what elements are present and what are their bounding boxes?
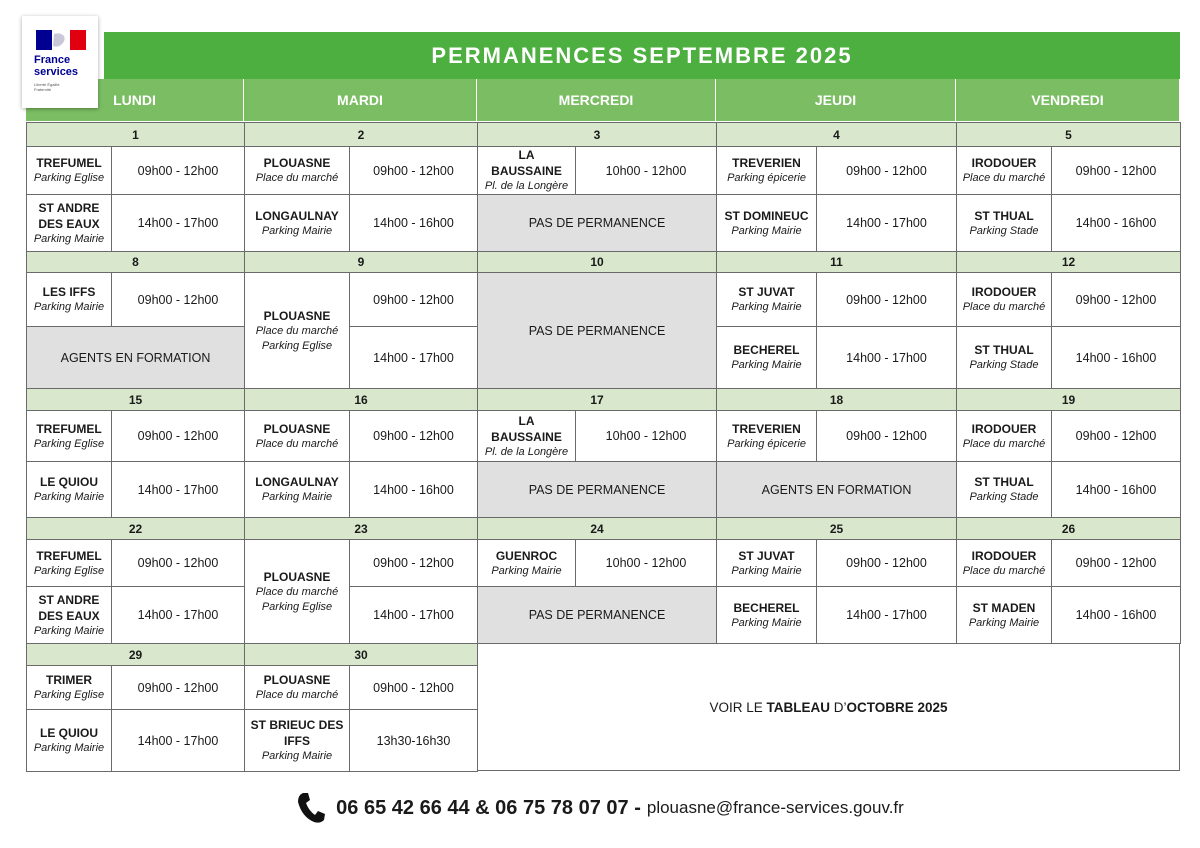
meeting-place: Parking Eglise bbox=[33, 689, 105, 701]
location-cell bbox=[716, 326, 817, 389]
date-cell: 29 bbox=[26, 643, 245, 666]
meeting-place: Parking Mairie bbox=[33, 232, 105, 245]
location-cell bbox=[244, 146, 350, 195]
meeting-place: Place du marché bbox=[962, 437, 1046, 450]
date-cell: 17 bbox=[477, 388, 717, 411]
location-cell bbox=[26, 461, 112, 518]
town-name: PLOUASNE bbox=[263, 569, 331, 584]
date-cell: 8 bbox=[26, 251, 245, 273]
time-slot: 09h00 - 12h00 bbox=[1051, 146, 1181, 195]
time-slot: 09h00 - 12h00 bbox=[349, 146, 478, 195]
town-name: LE QUIOU bbox=[39, 726, 98, 740]
town-name: IRODOUER bbox=[971, 156, 1037, 170]
day-header-3: JEUDI bbox=[716, 79, 956, 121]
location-cell bbox=[956, 586, 1052, 644]
time-slot: 14h00 - 16h00 bbox=[349, 194, 478, 252]
location-cell bbox=[26, 665, 112, 710]
meeting-place: Parking Mairie bbox=[731, 359, 802, 371]
phone-numbers: 06 65 42 66 44 & 06 75 78 07 07 - bbox=[336, 796, 641, 819]
status-cell: AGENTS EN FORMATION bbox=[716, 461, 957, 518]
town-name: LA BAUSSAINE bbox=[491, 148, 562, 178]
meeting-place: Place du marché bbox=[255, 172, 339, 184]
location-cell bbox=[477, 146, 576, 195]
meeting-place: Parking Mairie bbox=[33, 491, 105, 503]
time-slot: 09h00 - 12h00 bbox=[111, 146, 245, 195]
meeting-place: Parking Mairie bbox=[261, 224, 333, 237]
time-slot: 14h00 - 17h00 bbox=[111, 709, 245, 772]
meeting-place: Pl. de la Longère bbox=[484, 445, 569, 458]
location-cell bbox=[244, 410, 350, 462]
location-cell bbox=[244, 539, 350, 644]
date-cell: 11 bbox=[716, 251, 957, 273]
location-cell bbox=[244, 461, 350, 518]
time-slot: 14h00 - 17h00 bbox=[816, 326, 957, 389]
meeting-place: Parking épicerie bbox=[727, 172, 806, 184]
date-cell: 19 bbox=[956, 388, 1181, 411]
status-cell: PAS DE PERMANENCE bbox=[477, 194, 717, 252]
meeting-place: Place du marché bbox=[255, 689, 339, 701]
location-cell bbox=[26, 410, 112, 462]
contact-email[interactable]: plouasne@france-services.gouv.fr bbox=[646, 798, 904, 817]
date-cell: 25 bbox=[716, 517, 957, 540]
time-slot: 14h00 - 16h00 bbox=[349, 461, 478, 518]
time-slot: 09h00 - 12h00 bbox=[816, 410, 957, 462]
meeting-place: Parking Stade bbox=[969, 359, 1039, 371]
date-cell: 3 bbox=[477, 122, 717, 147]
location-cell bbox=[26, 194, 112, 252]
location-cell bbox=[244, 194, 350, 252]
meeting-place: Parking Mairie bbox=[261, 491, 333, 503]
location-cell bbox=[956, 272, 1052, 327]
day-header-1: MARDI bbox=[244, 79, 477, 121]
time-slot: 10h00 - 12h00 bbox=[575, 539, 717, 587]
marianne-flag-icon bbox=[36, 30, 86, 50]
date-cell: 4 bbox=[716, 122, 957, 147]
location-cell bbox=[956, 146, 1052, 195]
date-cell: 1 bbox=[26, 122, 245, 147]
town-name: IRODOUER bbox=[971, 285, 1037, 299]
october-tableau: TABLEAU bbox=[766, 699, 830, 715]
meeting-place: Parking Eglise bbox=[33, 172, 105, 184]
time-slot: 09h00 - 12h00 bbox=[349, 539, 478, 587]
town-name: PLOUASNE bbox=[263, 308, 331, 323]
france-services-logo bbox=[22, 16, 98, 108]
location-cell bbox=[26, 539, 112, 587]
town-name: ST THUAL bbox=[974, 208, 1034, 223]
town-name: TRIMER bbox=[46, 673, 92, 687]
town-name: BECHEREL bbox=[733, 343, 800, 357]
time-slot: 09h00 - 12h00 bbox=[1051, 410, 1181, 462]
time-slot: 14h00 - 17h00 bbox=[816, 194, 957, 252]
date-cell: 12 bbox=[956, 251, 1181, 273]
time-slot: 09h00 - 12h00 bbox=[349, 410, 478, 462]
meeting-place: Place du marché bbox=[962, 564, 1046, 577]
date-cell: 10 bbox=[477, 251, 717, 273]
meeting-place: Parking Mairie bbox=[731, 564, 802, 577]
time-slot: 14h00 - 17h00 bbox=[349, 586, 478, 644]
town-name: ST ANDRE DES EAUX bbox=[38, 200, 100, 231]
location-cell bbox=[716, 410, 817, 462]
logo-line1: France bbox=[34, 54, 71, 66]
location-cell bbox=[716, 539, 817, 587]
time-slot: 14h00 - 16h00 bbox=[1051, 461, 1181, 518]
october-prefix: VOIR LE bbox=[709, 699, 767, 715]
meeting-place: Parking Mairie bbox=[731, 301, 802, 313]
day-header-4: VENDREDI bbox=[956, 79, 1180, 121]
location-cell bbox=[477, 539, 576, 587]
time-slot: 14h00 - 17h00 bbox=[349, 326, 478, 389]
location-cell bbox=[26, 586, 112, 644]
meeting-place: Parking Eglise bbox=[33, 437, 105, 450]
location-cell bbox=[26, 272, 112, 327]
meeting-place: Parking Eglise bbox=[33, 564, 105, 577]
meeting-place-2: Parking Eglise bbox=[261, 600, 333, 613]
date-cell: 22 bbox=[26, 517, 245, 540]
date-cell: 30 bbox=[244, 643, 478, 666]
date-cell: 23 bbox=[244, 517, 478, 540]
town-name: ST THUAL bbox=[974, 475, 1034, 489]
status-cell: PAS DE PERMANENCE bbox=[477, 272, 717, 389]
contact-footer bbox=[0, 786, 1200, 830]
time-slot: 09h00 - 12h00 bbox=[111, 410, 245, 462]
time-slot: 09h00 - 12h00 bbox=[816, 272, 957, 327]
location-cell bbox=[244, 709, 350, 772]
time-slot: 14h00 - 17h00 bbox=[111, 586, 245, 644]
location-cell bbox=[716, 272, 817, 327]
meeting-place-2: Parking Eglise bbox=[261, 339, 333, 352]
location-cell bbox=[956, 461, 1052, 518]
date-cell: 15 bbox=[26, 388, 245, 411]
location-cell bbox=[956, 539, 1052, 587]
town-name: IRODOUER bbox=[971, 421, 1037, 436]
town-name: PLOUASNE bbox=[263, 673, 331, 687]
time-slot: 09h00 - 12h00 bbox=[349, 665, 478, 710]
phone-icon bbox=[296, 791, 326, 825]
town-name: TREFUMEL bbox=[36, 156, 102, 170]
town-name: ST DOMINEUC bbox=[724, 208, 809, 223]
location-cell bbox=[716, 586, 817, 644]
town-name: LA BAUSSAINE bbox=[491, 413, 562, 444]
meeting-place: Parking Stade bbox=[969, 224, 1039, 237]
meeting-place: Place du marché bbox=[962, 301, 1046, 313]
meeting-place: Parking Stade bbox=[969, 491, 1039, 503]
date-cell: 16 bbox=[244, 388, 478, 411]
meeting-place: Parking Mairie bbox=[261, 750, 333, 762]
status-cell: PAS DE PERMANENCE bbox=[477, 461, 717, 518]
page-title: PERMANENCES SEPTEMBRE 2025 bbox=[104, 32, 1180, 79]
logo-line2: services bbox=[34, 66, 79, 78]
time-slot: 09h00 - 12h00 bbox=[111, 539, 245, 587]
time-slot: 09h00 - 12h00 bbox=[1051, 539, 1181, 587]
location-cell bbox=[26, 146, 112, 195]
meeting-place: Parking Mairie bbox=[33, 624, 105, 637]
town-name: ST JUVAT bbox=[738, 285, 795, 299]
time-slot: 13h30-16h30 bbox=[349, 709, 478, 772]
location-cell bbox=[244, 272, 350, 389]
time-slot: 10h00 - 12h00 bbox=[575, 146, 717, 195]
october-mid: D’ bbox=[829, 699, 847, 715]
status-cell: AGENTS EN FORMATION bbox=[26, 326, 245, 389]
date-cell: 24 bbox=[477, 517, 717, 540]
town-name: LE QUIOU bbox=[39, 475, 98, 489]
day-header-2: MERCREDI bbox=[477, 79, 716, 121]
meeting-place: Parking Mairie bbox=[731, 224, 802, 237]
october-note bbox=[477, 644, 1180, 771]
meeting-place: Parking Mairie bbox=[491, 564, 562, 577]
town-name: TREVERIEN bbox=[732, 156, 801, 170]
meeting-place: Place du marché bbox=[255, 437, 339, 450]
town-name: LONGAULNAY bbox=[255, 475, 339, 489]
town-name: TREVERIEN bbox=[732, 421, 801, 436]
time-slot: 14h00 - 17h00 bbox=[111, 194, 245, 252]
town-name: BECHEREL bbox=[733, 600, 800, 615]
location-cell bbox=[716, 194, 817, 252]
time-slot: 14h00 - 16h00 bbox=[1051, 586, 1181, 644]
date-cell: 5 bbox=[956, 122, 1181, 147]
town-name: ST BRIEUC DES IFFS bbox=[250, 718, 344, 748]
october-month: OCTOBRE 2025 bbox=[846, 699, 948, 715]
logo-motto: Liberté Égalité Fraternité bbox=[34, 82, 60, 92]
meeting-place: Parking Mairie bbox=[968, 616, 1040, 629]
time-slot: 14h00 - 17h00 bbox=[816, 586, 957, 644]
location-cell bbox=[956, 194, 1052, 252]
meeting-place: Place du marché bbox=[255, 324, 339, 337]
town-name: ST ANDRE DES EAUX bbox=[38, 592, 100, 623]
town-name: ST THUAL bbox=[974, 343, 1034, 357]
location-cell bbox=[956, 410, 1052, 462]
town-name: LONGAULNAY bbox=[255, 208, 339, 223]
meeting-place: Pl. de la Longère bbox=[484, 180, 569, 192]
meeting-place: Parking épicerie bbox=[727, 437, 806, 450]
time-slot: 09h00 - 12h00 bbox=[816, 539, 957, 587]
time-slot: 14h00 - 16h00 bbox=[1051, 326, 1181, 389]
time-slot: 10h00 - 12h00 bbox=[575, 410, 717, 462]
location-cell bbox=[716, 146, 817, 195]
time-slot: 09h00 - 12h00 bbox=[111, 272, 245, 327]
date-cell: 2 bbox=[244, 122, 478, 147]
time-slot: 09h00 - 12h00 bbox=[1051, 272, 1181, 327]
time-slot: 14h00 - 16h00 bbox=[1051, 194, 1181, 252]
location-cell bbox=[26, 709, 112, 772]
town-name: ST JUVAT bbox=[738, 548, 795, 563]
time-slot: 14h00 - 17h00 bbox=[111, 461, 245, 518]
status-cell: PAS DE PERMANENCE bbox=[477, 586, 717, 644]
town-name: TREFUMEL bbox=[36, 421, 102, 436]
meeting-place: Parking Mairie bbox=[731, 616, 802, 629]
town-name: PLOUASNE bbox=[263, 421, 331, 436]
town-name: GUENROC bbox=[495, 548, 558, 563]
time-slot: 09h00 - 12h00 bbox=[349, 272, 478, 327]
location-cell bbox=[244, 665, 350, 710]
meeting-place: Place du marché bbox=[255, 585, 339, 598]
date-cell: 18 bbox=[716, 388, 957, 411]
town-name: PLOUASNE bbox=[263, 156, 331, 170]
day-header-0: LUNDI bbox=[26, 79, 244, 121]
town-name: ST MADEN bbox=[972, 600, 1036, 615]
town-name: IRODOUER bbox=[971, 548, 1037, 563]
time-slot: 09h00 - 12h00 bbox=[111, 665, 245, 710]
location-cell bbox=[956, 326, 1052, 389]
town-name: TREFUMEL bbox=[36, 548, 102, 563]
town-name: LES IFFS bbox=[42, 285, 96, 299]
time-slot: 09h00 - 12h00 bbox=[816, 146, 957, 195]
meeting-place: Parking Mairie bbox=[33, 301, 105, 313]
meeting-place: Place du marché bbox=[962, 172, 1046, 184]
date-cell: 26 bbox=[956, 517, 1181, 540]
date-cell: 9 bbox=[244, 251, 478, 273]
location-cell bbox=[477, 410, 576, 462]
meeting-place: Parking Mairie bbox=[33, 742, 105, 754]
